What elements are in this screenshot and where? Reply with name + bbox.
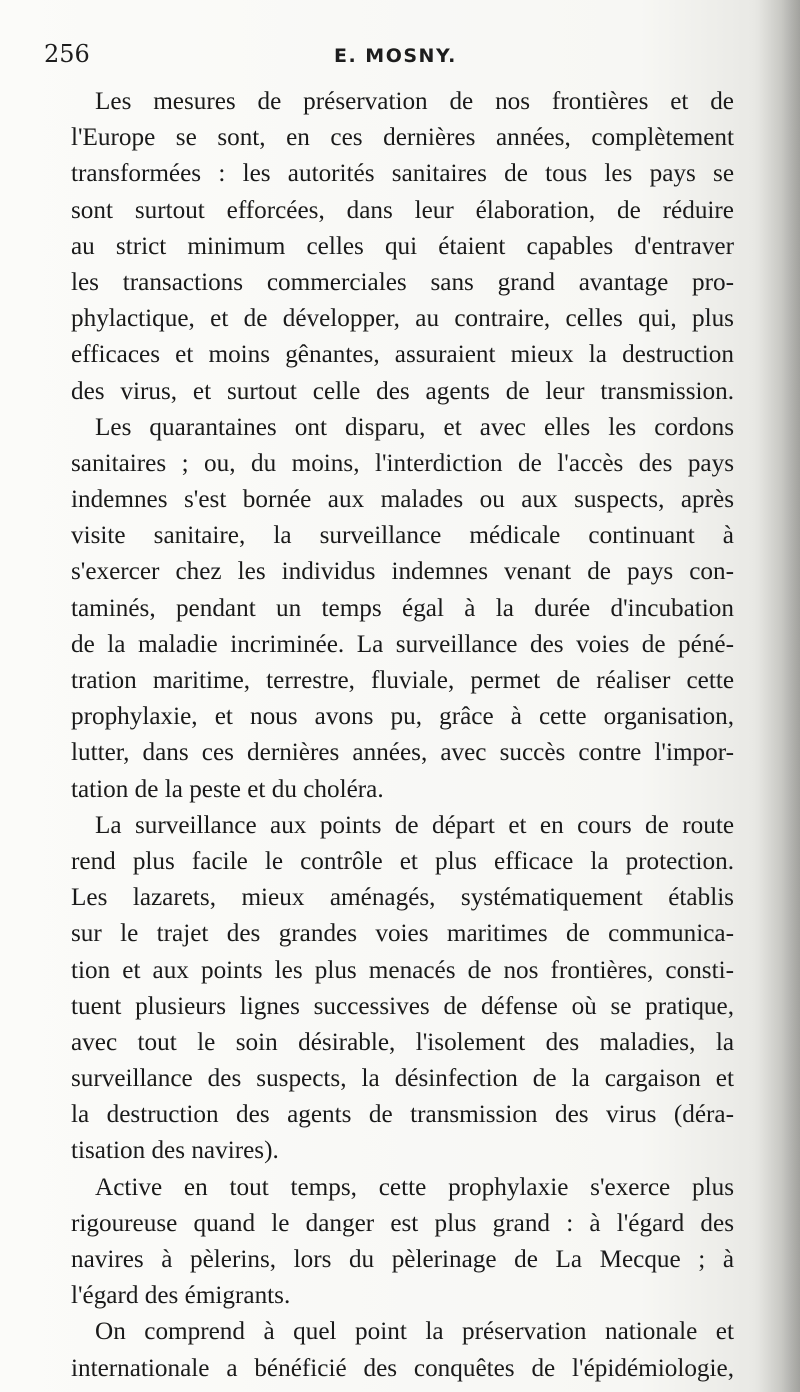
text-line: indemnes s'est bornée aux malades ou aux suspects, après (71, 486, 734, 514)
text-line: La surveillance aux points de départ et en cours de route (95, 811, 734, 839)
text-line: tuent plusieurs lignes successives de défense où se pratique, (71, 992, 734, 1020)
paragraph-4 (47, 1170, 734, 1315)
text-line: tation de la peste et du choléra. (71, 775, 384, 803)
text-line: l'Europe se sont, en ces dernières années, complètement (71, 124, 734, 152)
text-line: transformées : les autorités sanitaires de tous les pays se (71, 160, 734, 188)
page-header (44, 40, 744, 74)
text-line: phylactique, et de développer, au contraire, celles qui, plus (71, 305, 734, 333)
text-line: au strict minimum celles qui étaient capables d'entraver (71, 232, 734, 260)
text-line: internationale a bénéficié des conquêtes de l'épidémiologie, (71, 1354, 734, 1382)
text-line: de la maladie incriminée. La surveillance des voies de péné- (71, 630, 734, 658)
body-text (47, 84, 734, 1387)
paragraph-2 (47, 410, 734, 808)
text-line: Active en tout temps, cette prophylaxie s'exerce plus (95, 1173, 734, 1201)
text-line: Les mesures de préservation de nos frontières et de (95, 88, 734, 115)
text-line: tration maritime, terrestre, fluviale, permet de réaliser cette (71, 667, 734, 694)
text-line: tion et aux points les plus menacés de nos frontières, consti- (71, 956, 734, 984)
text-line: s'exercer chez les individus indemnes venant de pays con- (71, 558, 734, 586)
text-line: visite sanitaire, la surveillance médicale continuant à (71, 522, 734, 550)
paragraph-5 (47, 1314, 734, 1386)
text-line: surveillance des suspects, la désinfection de la cargaison et (71, 1065, 734, 1093)
text-line: tisation des navires). (71, 1137, 279, 1165)
text-line: avec tout le soin désirable, l'isolement des maladies, la (71, 1028, 734, 1056)
page-edge-shadow (758, 0, 800, 1392)
page-number: 256 (44, 40, 90, 68)
running-head: E. MOSNY. (334, 45, 457, 67)
text-line: On comprend à quel point la préservation nationale et (95, 1318, 734, 1346)
text-line: les transactions commerciales sans grand avantage pro- (71, 268, 734, 296)
text-line: taminés, pendant un temps égal à la durée d'incubation (71, 594, 734, 622)
text-line: sur le trajet des grandes voies maritimes de communica- (71, 920, 734, 948)
text-line: prophylaxie, et nous avons pu, grâce à cette organisation, (71, 703, 734, 731)
text-line: l'égard des émigrants. (71, 1282, 291, 1310)
paragraph-3 (47, 808, 734, 1170)
text-line: navires à pèlerins, lors du pèlerinage de La Mecque ; à (71, 1246, 734, 1273)
text-line: la destruction des agents de transmission des virus (déra- (71, 1101, 734, 1129)
text-line: rend plus facile le contrôle et plus efficace la protection. (71, 847, 734, 875)
paragraph-1 (47, 84, 734, 410)
text-line: Les quarantaines ont disparu, et avec elles les cordons (95, 413, 734, 441)
text-line: efficaces et moins gênantes, assuraient mieux la destruction (71, 341, 734, 369)
text-line: sont surtout efforcées, dans leur élaboration, de réduire (71, 196, 734, 224)
text-line: des virus, et surtout celle des agents de leur transmission. (71, 377, 734, 405)
text-line: sanitaires ; ou, du moins, l'interdiction de l'accès des pays (71, 449, 734, 477)
text-line: rigoureuse quand le danger est plus grand : à l'égard des (71, 1209, 734, 1237)
text-line: Les lazarets, mieux aménagés, systématiquement établis (71, 884, 734, 912)
text-line: lutter, dans ces dernières années, avec succès contre l'impor- (71, 739, 734, 767)
